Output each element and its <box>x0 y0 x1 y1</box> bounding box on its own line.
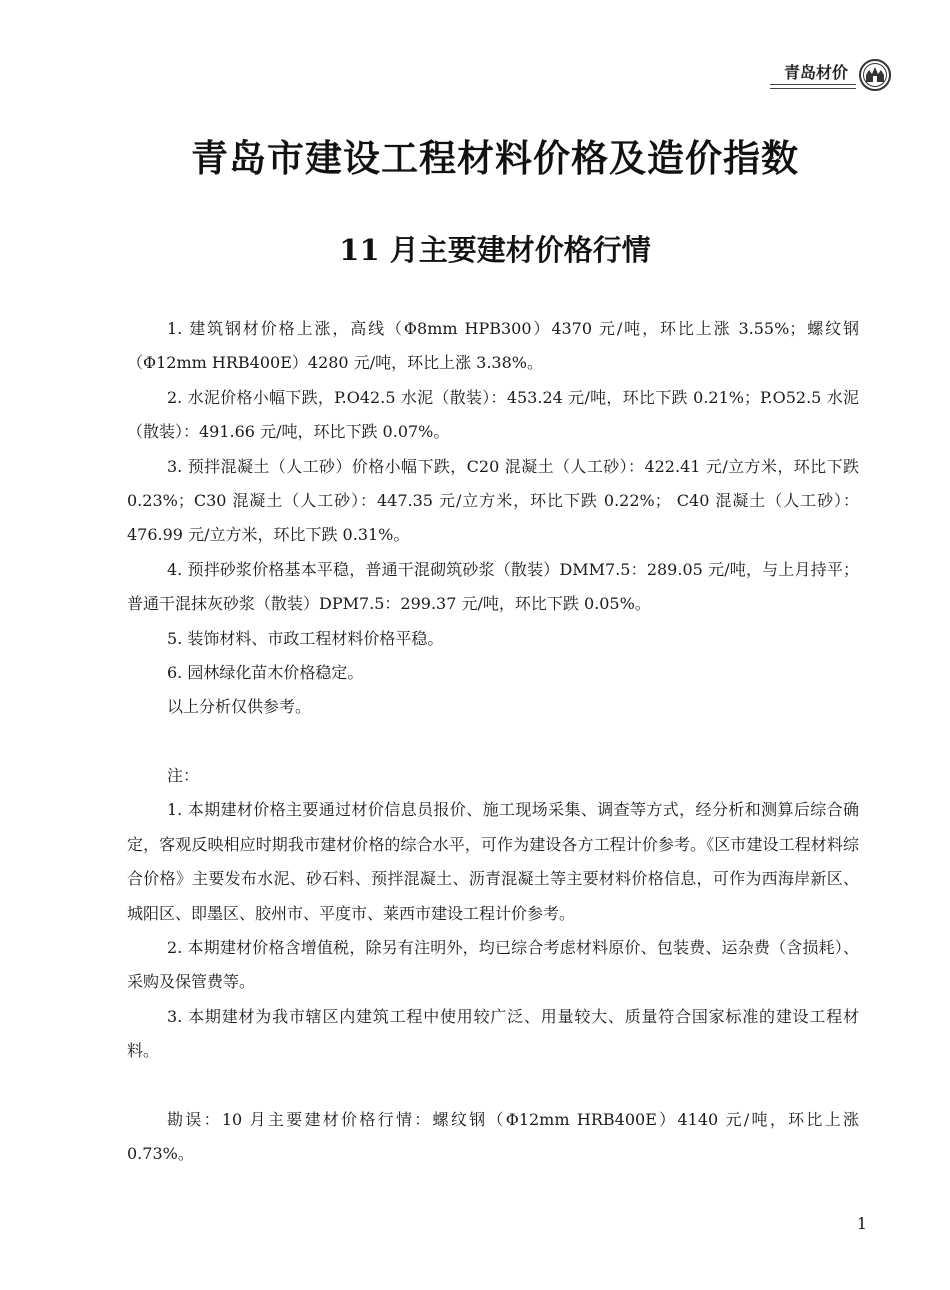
note-item: 2. 本期建材价格含增值税，除另有注明外，均已综合考虑材料原价、包装费、运杂费（含损耗）、采购及保管费等。 <box>127 937 859 992</box>
spacer <box>127 725 859 759</box>
page-title: 青岛市建设工程材料价格及造价指数 <box>191 137 799 180</box>
section-title: 11 月主要建材价格行情 <box>339 233 651 267</box>
note-item: 1. 本期建材价格主要通过材价信息员报价、施工现场采集、调查等方式，经分析和测算后综合确定，客观反映相应时期我市建材价格的综合水平，可作为建设各方工程计价参考。《区市建设工程材料综合价格》主要发布水泥、砂石料、预拌混凝土、沥青混凝土等主要材料价格信息，可作为西海岸新区、城阳区、即墨区、胶州市、平度市、莱西市建设工程计价参考。 <box>127 800 859 923</box>
spacer <box>127 1069 859 1103</box>
market-item: 2. 水泥价格小幅下跌，P.O42.5 水泥（散装）：453.24 元/吨，环比下跌 0.21%；P.O52.5 水泥（散装）：491.66 元/吨，环比下跌 0.07%。 <box>127 387 859 442</box>
note-item: 3. 本期建材为我市辖区内建筑工程中使用较广泛、用量较大、质量符合国家标准的建设工程材料。 <box>127 1006 859 1061</box>
erratum: 勘误：10 月主要建材价格行情：螺纹钢（Φ12mm HRB400E）4140 元/吨，环比上涨 0.73%。 <box>127 1109 859 1163</box>
header-rule-secondary <box>770 88 856 89</box>
disclaimer: 以上分析仅供参考。 <box>167 697 312 717</box>
market-item: 5. 装饰材料、市政工程材料价格平稳。 <box>167 628 444 648</box>
page-number: 1 <box>856 1214 868 1233</box>
market-item: 4. 预拌砂浆价格基本平稳，普通干混砌筑砂浆（散装）DMM7.5：289.05 元/吨，与上月持平；普通干混抹灰砂浆（散装）DPM7.5：299.37 元/吨，环比下跌 0.05%。 <box>127 559 859 614</box>
header-rule <box>770 84 856 85</box>
market-item: 6. 园林绿化苗木价格稳定。 <box>167 663 364 683</box>
notes-label: 注： <box>167 765 200 785</box>
article-body <box>127 312 859 1171</box>
header-brand: 青岛材价 <box>783 63 848 82</box>
market-item: 1. 建筑钢材价格上涨，高线（Φ8mm HPB300）4370 元/吨，环比上涨 3.55%；螺纹钢（Φ12mm HRB400E）4280 元/吨，环比上涨 3.38%。 <box>127 319 859 373</box>
emblem-icon <box>858 58 892 92</box>
market-item: 3. 预拌混凝土（人工砂）价格小幅下跌，C20 混凝土（人工砂）：422.41 元/立方米，环比下跌 0.23%；C30 混凝土（人工砂）：447.35 元/立方米，环比下跌 0.22%； C40 混凝土（人工砂）：476.99 元/立方米，环比下跌 0.31%。 <box>127 456 859 545</box>
